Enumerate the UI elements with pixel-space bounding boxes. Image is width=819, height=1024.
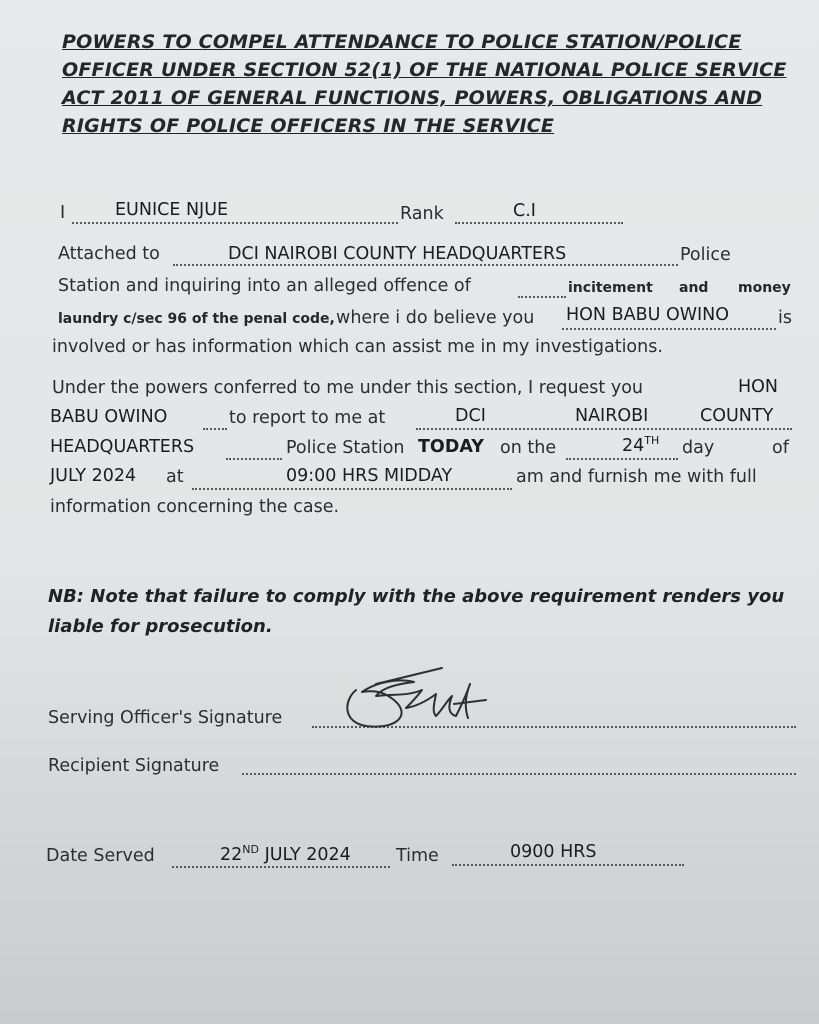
- attached-unit: DCI NAIROBI COUNTY HEADQUARTERS: [228, 244, 567, 264]
- date-served-line: [172, 866, 390, 868]
- offence-is: is: [778, 308, 792, 328]
- rank-line: [455, 222, 623, 224]
- offence-line: [518, 296, 566, 298]
- offence-line-3: involved or has information which can assist me in my investigations.: [52, 337, 663, 357]
- request-name: BABU OWINO: [50, 407, 168, 427]
- offence-word-3: money: [738, 280, 791, 296]
- place-word-2: NAIROBI: [575, 406, 649, 426]
- recipient-signature-label: Recipient Signature: [48, 756, 220, 776]
- offence-believe: where i do believe you: [336, 308, 535, 328]
- offence-person: HON BABU OWINO: [566, 305, 730, 325]
- request-today: TODAY: [418, 437, 484, 457]
- request-at: at: [166, 467, 184, 487]
- request-on-the: on the: [500, 438, 557, 458]
- request-month: JULY 2024: [50, 466, 137, 486]
- attached-line: [173, 264, 678, 266]
- place-word-4: HEADQUARTERS: [50, 437, 195, 457]
- time-served-line: [452, 864, 684, 866]
- date-served-value: 22ND JULY 2024: [220, 843, 351, 865]
- place-line: [416, 428, 792, 430]
- person-line: [562, 328, 776, 330]
- attached-label: Attached to: [58, 244, 160, 264]
- request-report: to report to me at: [229, 408, 386, 428]
- attached-suffix: Police: [680, 245, 731, 265]
- request-station: Police Station: [286, 438, 405, 458]
- rank-value: C.I: [513, 201, 536, 221]
- date-served-label: Date Served: [46, 846, 155, 866]
- offence-line-2: laundry c/sec 96 of the penal code,: [58, 311, 335, 327]
- day-line: [566, 458, 678, 460]
- signature-scribble: [336, 660, 506, 740]
- time-label: Time: [396, 846, 439, 866]
- place-line-2: [226, 458, 282, 460]
- request-line-1: Under the powers conferred to me under this section, I request you: [52, 378, 644, 398]
- officer-name-line: [72, 222, 398, 224]
- offence-text: Station and inquiring into an alleged offence of: [58, 276, 471, 296]
- officer-prefix: I: [60, 203, 66, 223]
- rank-label: Rank: [400, 204, 444, 224]
- offence-word-2: and: [679, 280, 709, 296]
- time-line: [192, 488, 512, 490]
- request-last: information concerning the case.: [50, 497, 340, 517]
- officer-name: EUNICE NJUE: [115, 200, 229, 220]
- request-of: of: [772, 438, 789, 458]
- request-day-number: 24TH: [622, 434, 660, 456]
- request-hon: HON: [738, 377, 779, 397]
- request-am: am and furnish me with full: [516, 467, 757, 487]
- recipient-signature-line: [242, 773, 796, 775]
- place-word-3: COUNTY: [700, 406, 774, 426]
- place-word-1: DCI: [455, 406, 486, 426]
- request-name-line: [203, 428, 227, 430]
- document-title: POWERS TO COMPEL ATTENDANCE TO POLICE STATION/POLICE OFFICER UNDER SECTION 52(1) OF THE NATIONAL POLICE SERVICE ACT 2011 OF GENERAL FUNCTIONS, POWERS, OBLIGATIONS AND RIGHTS OF POLICE OFFICERS IN THE SERVICE: [62, 31, 787, 137]
- serving-signature-label: Serving Officer's Signature: [48, 708, 283, 728]
- nb-notice: NB: Note that failure to comply with the above requirement renders you liable for prosecution.: [48, 586, 785, 637]
- request-day: day: [682, 438, 715, 458]
- time-served-value: 0900 HRS: [510, 842, 597, 862]
- request-time: 09:00 HRS MIDDAY: [286, 466, 453, 486]
- offence-word-1: incitement: [568, 280, 653, 296]
